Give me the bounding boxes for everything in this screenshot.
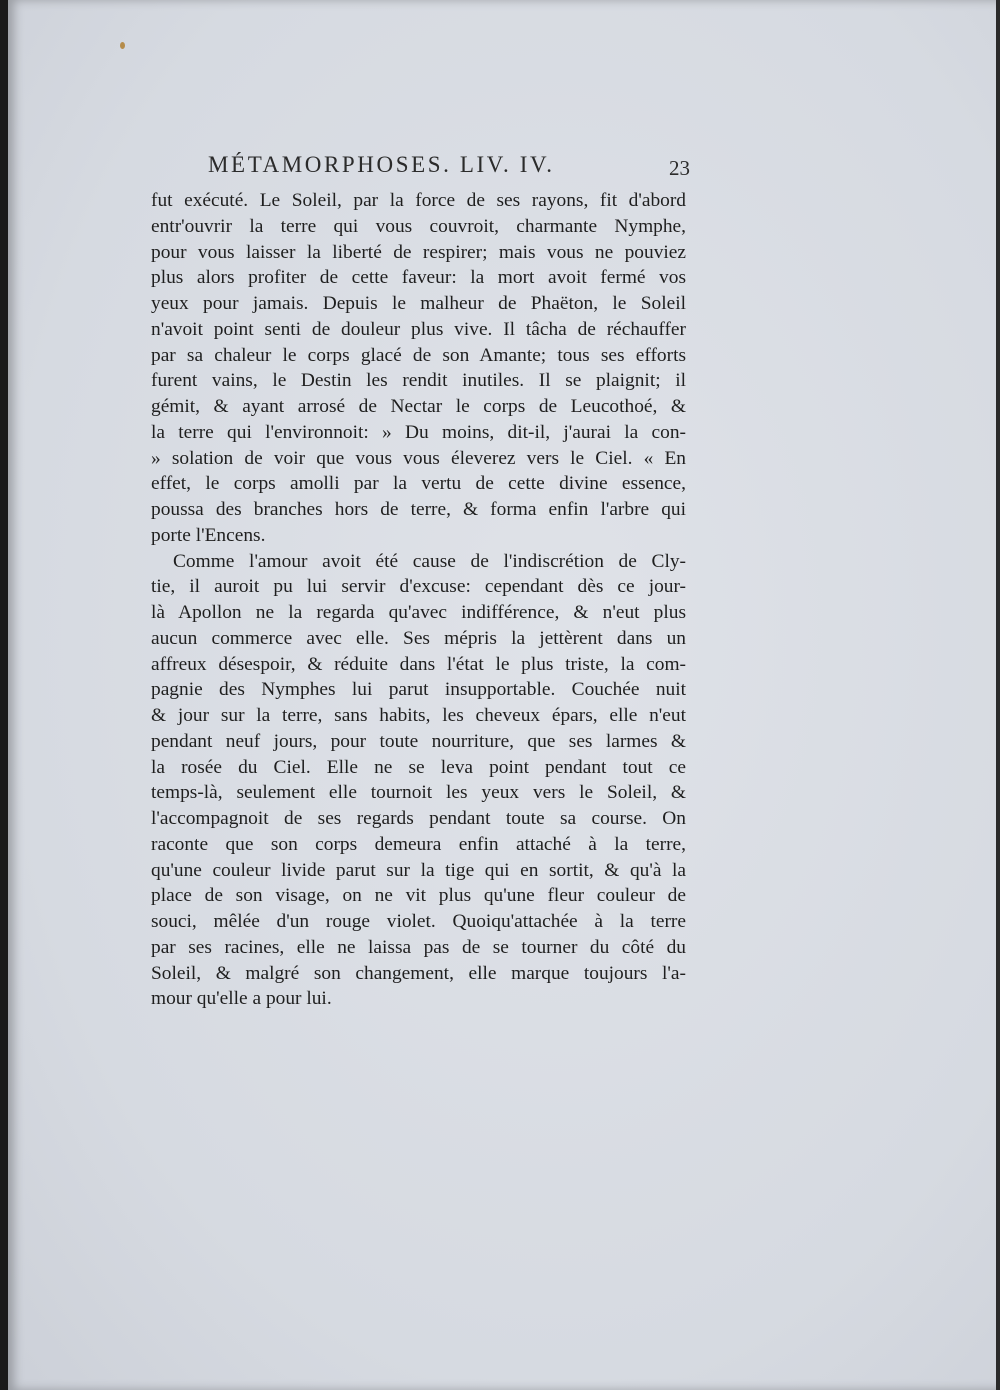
running-title: MÉTAMORPHOSES. LIV. IV.	[208, 152, 555, 177]
text-line: entr'ouvrir la terre qui vous couvroit, charmante Nymphe,	[151, 215, 686, 237]
page-edge	[996, 0, 1000, 1390]
paragraph-2	[151, 549, 686, 1013]
text-line: souci, mêlée d'un rouge violet. Quoiqu'attachée à la terre	[151, 911, 686, 932]
text-line: temps-là, seulement elle tournoit les yeux vers le Soleil, &	[151, 782, 686, 804]
text-line: qu'une couleur livide parut sur la tige qui en sortit, & qu'à la	[151, 859, 686, 881]
text-line: plus alors profiter de cette faveur: la mort avoit fermé vos	[151, 267, 686, 289]
text-line: & jour sur la terre, sans habits, les cheveux épars, elle n'eut	[151, 705, 686, 726]
text-line: là Apollon ne la regarda qu'avec indifférence, & n'eut plus	[151, 602, 686, 623]
text-line: Soleil, & malgré son changement, elle marque toujours l'a-	[151, 962, 686, 984]
paragraph-1	[151, 188, 686, 549]
text-line: par sa chaleur le corps glacé de son Amante; tous ses efforts	[151, 344, 686, 366]
text-line: fut exécuté. Le Soleil, par la force de ses rayons, fit d'abord	[151, 190, 686, 211]
text-line: pendant neuf jours, pour toute nourriture, que ses larmes &	[151, 730, 686, 752]
text-line: effet, le corps amolli par la vertu de cette divine essence,	[151, 473, 686, 495]
text-line: mour qu'elle a pour lui.	[151, 988, 332, 1010]
text-line: raconte que son corps demeura enfin attaché à la terre,	[151, 833, 686, 855]
page-header	[208, 152, 690, 184]
text-line: porte l'Encens.	[151, 524, 266, 546]
text-line: affreux désespoir, & réduite dans l'état le plus triste, la com-	[151, 653, 686, 675]
text-line: la terre qui l'environnoit: » Du moins, dit-il, j'aurai la con-	[151, 421, 686, 443]
text-line: gémit, & ayant arrosé de Nectar le corps de Leucothoé, &	[151, 396, 686, 417]
text-line: n'avoit point senti de douleur plus vive. Il tâcha de réchauffer	[151, 318, 686, 340]
page-number: 23	[669, 156, 690, 180]
text-line: poussa des branches hors de terre, & forma enfin l'arbre qui	[151, 499, 686, 520]
text-line: tie, il auroit pu lui servir d'excuse: cependant dès ce jour-	[151, 576, 686, 598]
text-line: furent vains, le Destin les rendit inutiles. Il se plaignit; il	[151, 370, 686, 392]
text-line: l'accompagnoit de ses regards pendant toute sa course. On	[151, 808, 686, 829]
paper-stain	[120, 42, 125, 49]
text-line: pagnie des Nymphes lui parut insupportable. Couchée nuit	[151, 679, 686, 701]
text-line: par ses racines, elle ne laissa pas de se tourner du côté du	[151, 936, 686, 958]
text-line: yeux pour jamais. Depuis le malheur de Phaëton, le Soleil	[151, 293, 686, 314]
book-page	[8, 0, 1000, 1390]
text-line: place de son visage, on ne vit plus qu'une fleur couleur de	[151, 885, 686, 907]
text-line: la rosée du Ciel. Elle ne se leva point pendant tout ce	[151, 756, 686, 778]
body-text	[151, 188, 686, 1012]
text-line: pour vous laisser la liberté de respirer; mais vous ne pouviez	[151, 241, 686, 263]
text-line: Comme l'amour avoit été cause de l'indiscrétion de Cly-	[173, 550, 686, 572]
text-line: aucun commerce avec elle. Ses mépris la jettèrent dans un	[151, 627, 686, 649]
text-line: » solation de voir que vous vous éleverez vers le Ciel. « En	[151, 447, 686, 469]
